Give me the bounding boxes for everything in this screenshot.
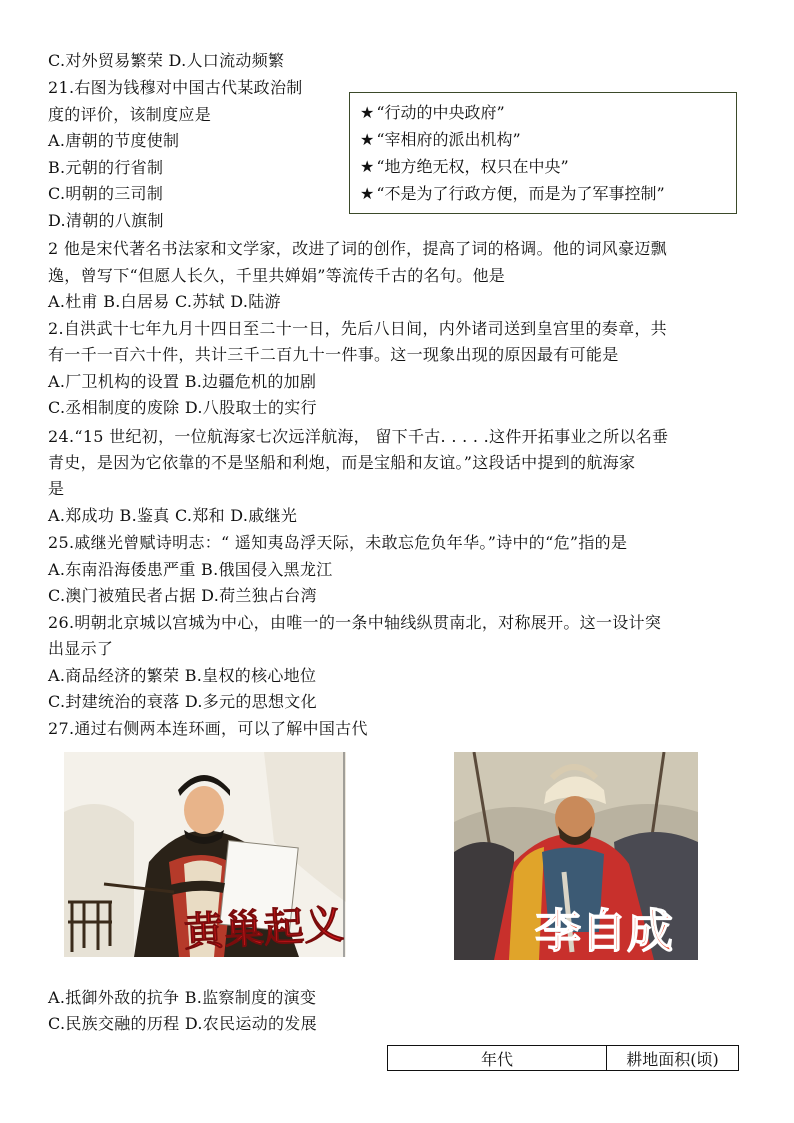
q27-options-ab: A.抵御外敌的抗争 B.监察制度的演变 xyxy=(48,988,317,1007)
q27-options-cd: C.民族交融的历程 D.农民运动的发展 xyxy=(48,1014,317,1033)
q23-stem-2: 有一千一百六十件，共计三千二百九十一件事。这一现象出现的原因最有可能是 xyxy=(48,345,619,364)
star-icon: ★ xyxy=(360,130,375,149)
table-header-era: 年代 xyxy=(388,1046,607,1070)
qian-mu-quote-box xyxy=(349,92,737,214)
q25-options-ab: A.东南沿海倭患严重 B.俄国侵入黑龙江 xyxy=(48,560,333,579)
quote-item: ★ “行动的中央政府” xyxy=(360,103,505,122)
q24-stem-1: 24.“15 世纪初，一位航海家七次远洋航海， 留下千古. . . . .这件开拓事业之所以名垂 xyxy=(48,427,669,446)
huangchao-comic-cover xyxy=(64,752,346,957)
quote-item: ★ “地方绝无权，权只在中央” xyxy=(360,157,569,176)
q21-option-d: D.清朝的八旗制 xyxy=(48,211,164,230)
q21-stem-2: 度的评价，该制度应是 xyxy=(48,105,212,124)
q23-options-ab: A.厂卫机构的设置 B.边疆危机的加剧 xyxy=(48,372,317,391)
comic-title-left: 黄巢起义 xyxy=(182,901,345,956)
q25-stem: 25.戚继光曾赋诗明志：“ 遥知夷岛浮天际，未敢忘危负年华。”诗中的“危”指的是 xyxy=(48,533,628,552)
q24-stem-2: 青史，是因为它依靠的不是坚船和利炮，而是宝船和友谊。”这段话中提到的航海家 xyxy=(48,453,636,472)
table-header-farmland-area: 耕地面积(顷) xyxy=(626,1049,719,1069)
q23-stem-1: 2.自洪武十七年九月十四日至二十一日，先后八日间，内外诸司送到皇宫里的奏章，共 xyxy=(48,319,667,338)
star-icon: ★ xyxy=(360,103,375,122)
q27-stem: 27.通过右侧两本连环画，可以了解中国古代 xyxy=(48,719,368,738)
q22-stem-1: 2 他是宋代著名书法家和文学家，改进了词的创作，提高了词的格调。他的词风豪迈飘 xyxy=(48,239,667,258)
q22-options: A.杜甫 B.白居易 C.苏轼 D.陆游 xyxy=(48,292,281,311)
q24-options: A.郑成功 B.鉴真 C.郑和 D.戚继光 xyxy=(48,506,298,525)
q26-options-ab: A.商品经济的繁荣 B.皇权的核心地位 xyxy=(48,666,317,685)
q21-stem-1: 21.右图为钱穆对中国古代某政治制 xyxy=(48,78,303,97)
q26-stem-2: 出显示了 xyxy=(48,639,114,658)
q21-option-c: C.明朝的三司制 xyxy=(48,184,164,203)
q26-stem-1: 26.明朝北京城以宫城为中心，由唯一的一条中轴线纵贯南北，对称展开。这一设计突 xyxy=(48,613,662,632)
quote-item: ★ “不是为了行政方便，而是为了军事控制” xyxy=(360,184,665,203)
q24-stem-3: 是 xyxy=(48,479,65,498)
q25-options-cd: C.澳门被殖民者占据 D.荷兰独占台湾 xyxy=(48,586,317,605)
q21-option-b: B.元朝的行省制 xyxy=(48,158,164,177)
q26-options-cd: C.封建统治的衰落 D.多元的思想文化 xyxy=(48,692,317,711)
farmland-table-header xyxy=(387,1045,739,1071)
star-icon: ★ xyxy=(360,184,375,203)
q20-options: C.对外贸易繁荣 D.人口流动频繁 xyxy=(48,51,285,70)
star-icon: ★ xyxy=(360,157,375,176)
q21-option-a: A.唐朝的节度使制 xyxy=(48,131,180,150)
quote-item: ★ “宰相府的派出机构” xyxy=(360,130,521,149)
q22-stem-2: 逸，曾写下“但愿人长久，千里共婵娟”等流传千古的名句。他是 xyxy=(48,266,506,285)
comic-title-right: 李自成 xyxy=(535,905,673,957)
q23-options-cd: C.丞相制度的废除 D.八股取士的实行 xyxy=(48,398,317,417)
lizicheng-comic-cover xyxy=(454,752,698,960)
